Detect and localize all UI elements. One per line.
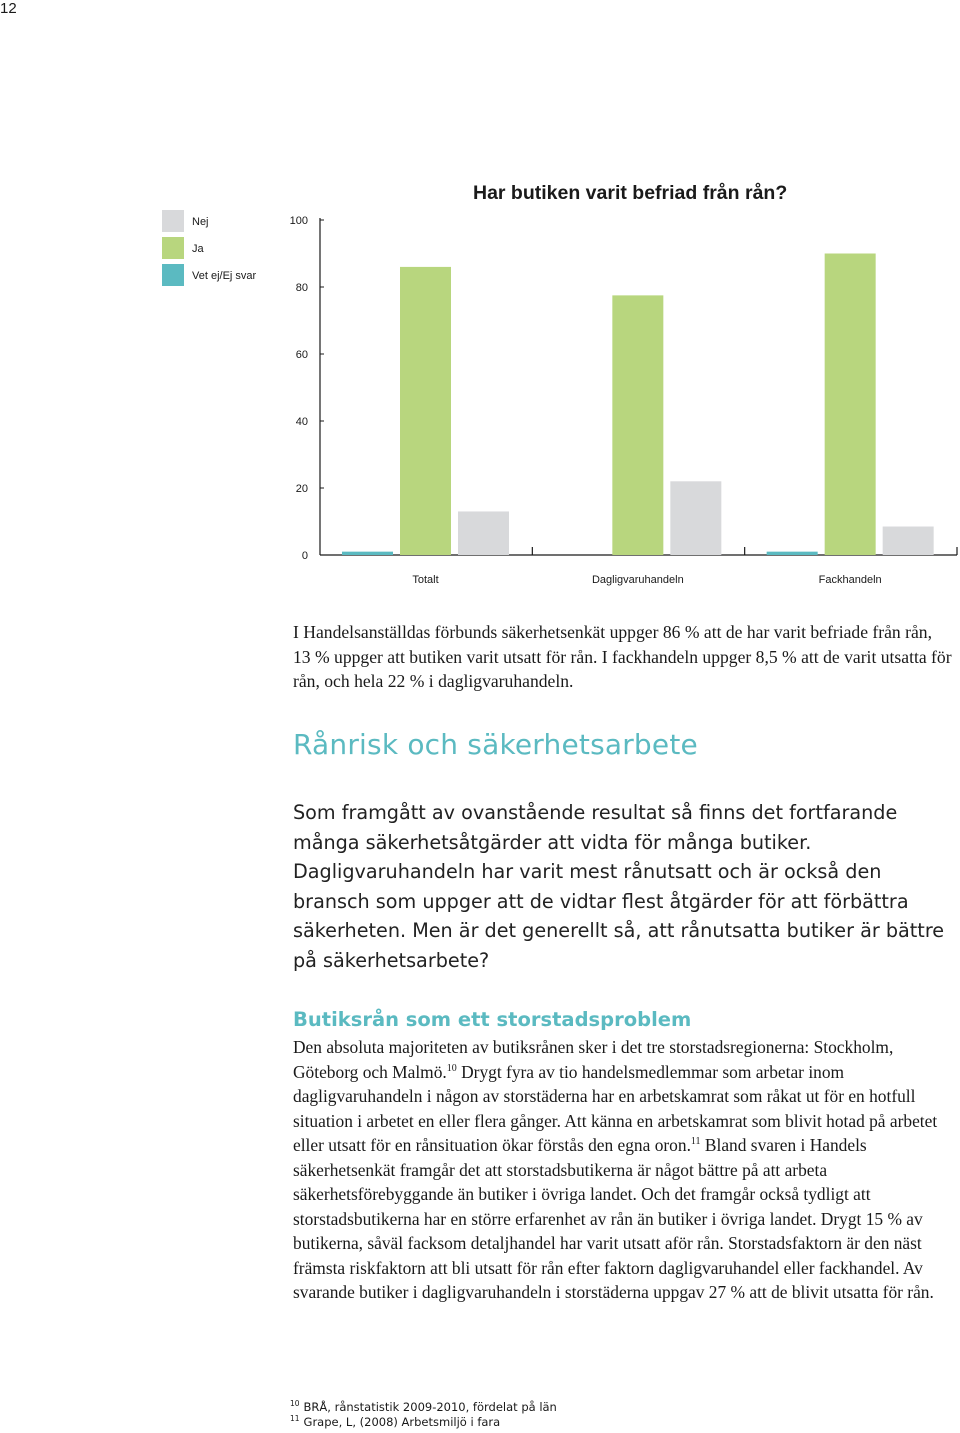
subheading: Butiksrån som ett storstadsproblem: [293, 1008, 692, 1031]
legend-swatch: [162, 210, 184, 232]
body-part-3: Bland svaren i Handels säkerhetsenkät framgår det att storstadsbutikerna är något bättre på att arbeta säkerhetsförebyggande än butiker i övriga landet. Och det framgår också tydligt att storstadsbutikerna har en större erfarenhet av rån än butiker i övriga landet. Drygt 15 % av butikerna, såväl facksom detaljhandel har varit utsatt aför rån. Storstadsfaktorn är den näst främsta riskfaktorn att bli utsatt för rån efter faktorn dagligvaruhandel eller fackhandel. Av svarande butiker i dagligvaruhandeln i storstäderna uppgav 27 % att de blivit utsatta för rån.: [293, 1135, 934, 1302]
intro-paragraph: I Handelsanställdas förbunds säkerhetsenkät uppger 86 % att de har varit befriade från rån, 13 % uppger att butiken varit utsatt för rån. I fackhandeln uppger 8,5 % att de varit utsatta för rån, och hela 22 % i dagligvaruhandeln.: [293, 622, 952, 691]
bar-nej-1: [670, 481, 721, 555]
legend-label: Ja: [192, 243, 204, 255]
bar-nej-0: [458, 511, 509, 555]
footnote-text: BRÅ, rånstatistik 2009-2010, fördelat på län: [303, 1400, 557, 1414]
footnote-ref-11[interactable]: 11: [690, 1136, 701, 1148]
legend-label: Nej: [192, 216, 209, 228]
legend-swatch: [162, 237, 184, 259]
x-category-label: Totalt: [412, 574, 439, 586]
y-axis: [290, 215, 324, 562]
bar-ja-2: [825, 254, 876, 556]
chart-title: Har butiken varit befriad från rån?: [473, 182, 788, 204]
footnote-text: Grape, L, (2008) Arbetsmiljö i fara: [303, 1415, 501, 1429]
footnote-ref-10[interactable]: 10: [446, 1062, 457, 1074]
footnote-11: [290, 1415, 557, 1430]
footnotes: [290, 1400, 557, 1430]
y-tick-label: 20: [295, 483, 308, 495]
y-tick-label: 100: [289, 215, 308, 227]
section-heading: Rånrisk och säkerhetsarbete: [293, 728, 698, 761]
bar-vet-ej-ej-svar-0: [342, 552, 393, 555]
x-category-label: Dagligvaruhandeln: [591, 574, 684, 586]
page-number: 12: [0, 0, 17, 17]
y-tick-label: 80: [295, 282, 308, 294]
lead-paragraph: Som framgått av ovanstående resultat så finns det fortfarande många säkerhetsåtgärder att vidta för många butiker. Dagligvaruhandeln har varit mest rånutsatt och är också den bransch som uppger att de vidtar flest åtgärder för att förbättra säkerheten. Men är det generellt så, att rånutsatta butiker är bättre på säkerhetsarbete?: [293, 801, 945, 972]
y-tick-label: 40: [295, 416, 308, 428]
x-category-label: Fackhandeln: [818, 574, 882, 586]
bar-vet-ej-ej-svar-2: [767, 552, 818, 555]
bar-ja-1: [612, 295, 663, 555]
body-paragraph: [293, 1035, 958, 1305]
footnote-10: [290, 1400, 557, 1415]
chart-bars: [342, 254, 934, 556]
legend-label: Vet ej/Ej svar: [192, 270, 257, 282]
y-tick-label: 60: [295, 349, 308, 361]
body-part-1: Den absoluta majoriteten av butiksrånen sker i det tre storstadsregionerna: Stockholm, Göteborg och Malmö.: [293, 1037, 894, 1082]
footnote-number: 10: [290, 1399, 300, 1409]
body-part-2: Drygt fyra av tio handelsmedlemmar som arbetar inom dagligvaruhandeln i någon av storstäderna har en arbetskamrat som råkat ut för en hotfull situation i arbetet en eller flera gånger. Att känna en arbetskamrat som blivit hotad på arbetet eller utsatt för en rånsituation ökar förstås den egna oron.: [293, 1061, 938, 1155]
y-tick-label: 0: [301, 550, 308, 562]
footnote-number: 11: [290, 1414, 300, 1424]
chart-legend: [162, 210, 257, 286]
bar-nej-2: [883, 527, 934, 555]
bar-ja-0: [400, 267, 451, 555]
legend-swatch: [162, 264, 184, 286]
bar-chart: [0, 0, 960, 600]
